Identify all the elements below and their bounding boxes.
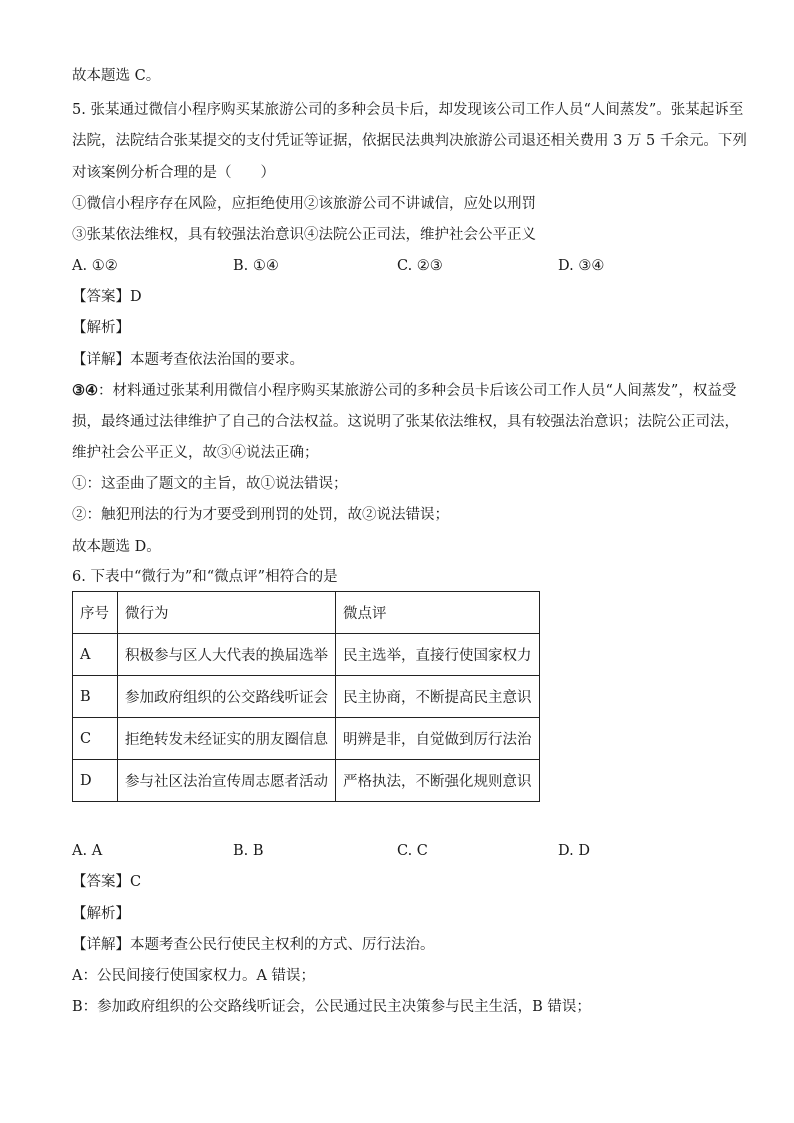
table-row — [73, 760, 540, 802]
q5-statements-line-1: ①微信小程序存在风险，应拒绝使用②该旅游公司不讲诚信，应处以刑罚 — [72, 196, 536, 212]
q5-detail: 【详解】本题考查依法治国的要求。 — [72, 352, 304, 368]
q6-explanation-line-1: A：公民间接行使国家权力。A 错误； — [72, 968, 316, 984]
q6-analysis-label: 【解析】 — [72, 906, 130, 922]
q5-explanation-bold-marker: ③④ — [72, 382, 98, 399]
q6-table — [72, 591, 540, 802]
q5-stem-line-2: 法院，法院结合张某提交的支付凭证等证据，依据民法典判决旅游公司退还相关费用 3 万 5 千余元。下列 — [72, 133, 747, 149]
q5-explanation-line-1 — [72, 381, 736, 401]
q6-option-a: A. A — [72, 843, 103, 859]
table-cell: 积极参与区人大代表的换届选举 — [118, 634, 336, 676]
q6-option-d: D. D — [558, 843, 590, 859]
table-cell: D — [73, 760, 118, 802]
q6-explanation-line-2: B：参加政府组织的公交路线听证会，公民通过民主决策参与民主生活，B 错误； — [72, 999, 591, 1015]
q5-explanation-line-3: 维护社会公平正义，故③④说法正确； — [72, 445, 319, 461]
table-cell: 民主协商，不断提高民主意识 — [336, 676, 540, 718]
q5-stem-line-3: 对该案例分析合理的是（ ） — [72, 165, 275, 181]
q6-option-c: C. C — [397, 843, 428, 859]
table-header-cell: 序号 — [73, 592, 118, 634]
table-cell: 拒绝转发未经证实的朋友圈信息 — [118, 718, 336, 760]
q5-explanation-line-1-text: ：材料通过张某利用微信小程序购买某旅游公司的多种会员卡后该公司工作人员“人间蒸发”，权益受 — [98, 383, 737, 399]
table-header-row — [73, 592, 540, 634]
q5-analysis-label: 【解析】 — [72, 320, 130, 336]
table-row — [73, 676, 540, 718]
table-cell: C — [73, 718, 118, 760]
table-cell: 明辨是非，自觉做到厉行法治 — [336, 718, 540, 760]
q5-explanation-line-5: ②：触犯刑法的行为才要受到刑罚的处罚，故②说法错误； — [72, 507, 449, 523]
table-header-cell: 微行为 — [118, 592, 336, 634]
q6-option-b: B. B — [233, 843, 264, 859]
q5-option-a: A. ①② — [72, 258, 118, 274]
q6-stem: 6. 下表中“微行为”和“微点评”相符合的是 — [72, 569, 338, 585]
table-header-cell: 微点评 — [336, 592, 540, 634]
table-cell: A — [73, 634, 118, 676]
q5-statements-line-2: ③张某依法维权，具有较强法治意识④法院公正司法，维护社会公平正义 — [72, 227, 536, 243]
q5-conclusion: 故本题选 D。 — [72, 539, 161, 555]
q5-option-d: D. ③④ — [558, 258, 605, 274]
q6-answer: 【答案】C — [72, 874, 142, 890]
q5-stem-line-1: 5. 张某通过微信小程序购买某旅游公司的多种会员卡后，却发现该公司工作人员“人间蒸发”。张某起诉至 — [72, 102, 744, 118]
table-cell: 民主选举，直接行使国家权力 — [336, 634, 540, 676]
previous-answer-conclusion: 故本题选 C。 — [72, 68, 161, 84]
q5-explanation-line-2: 损，最终通过法律维护了自己的合法权益。这说明了张某依法维权，具有较强法治意识；法院公正司法， — [72, 414, 739, 430]
q5-option-c: C. ②③ — [397, 258, 443, 274]
q6-detail: 【详解】本题考查公民行使民主权利的方式、厉行法治。 — [72, 937, 435, 953]
q5-answer: 【答案】D — [72, 289, 142, 305]
table-cell: 严格执法，不断强化规则意识 — [336, 760, 540, 802]
table-cell: 参加政府组织的公交路线听证会 — [118, 676, 336, 718]
table-row — [73, 634, 540, 676]
table-row — [73, 718, 540, 760]
q5-explanation-line-4: ①：这歪曲了题文的主旨，故①说法错误； — [72, 476, 348, 492]
table-cell: 参与社区法治宣传周志愿者活动 — [118, 760, 336, 802]
table-cell: B — [73, 676, 118, 718]
q5-option-b: B. ①④ — [233, 258, 279, 274]
